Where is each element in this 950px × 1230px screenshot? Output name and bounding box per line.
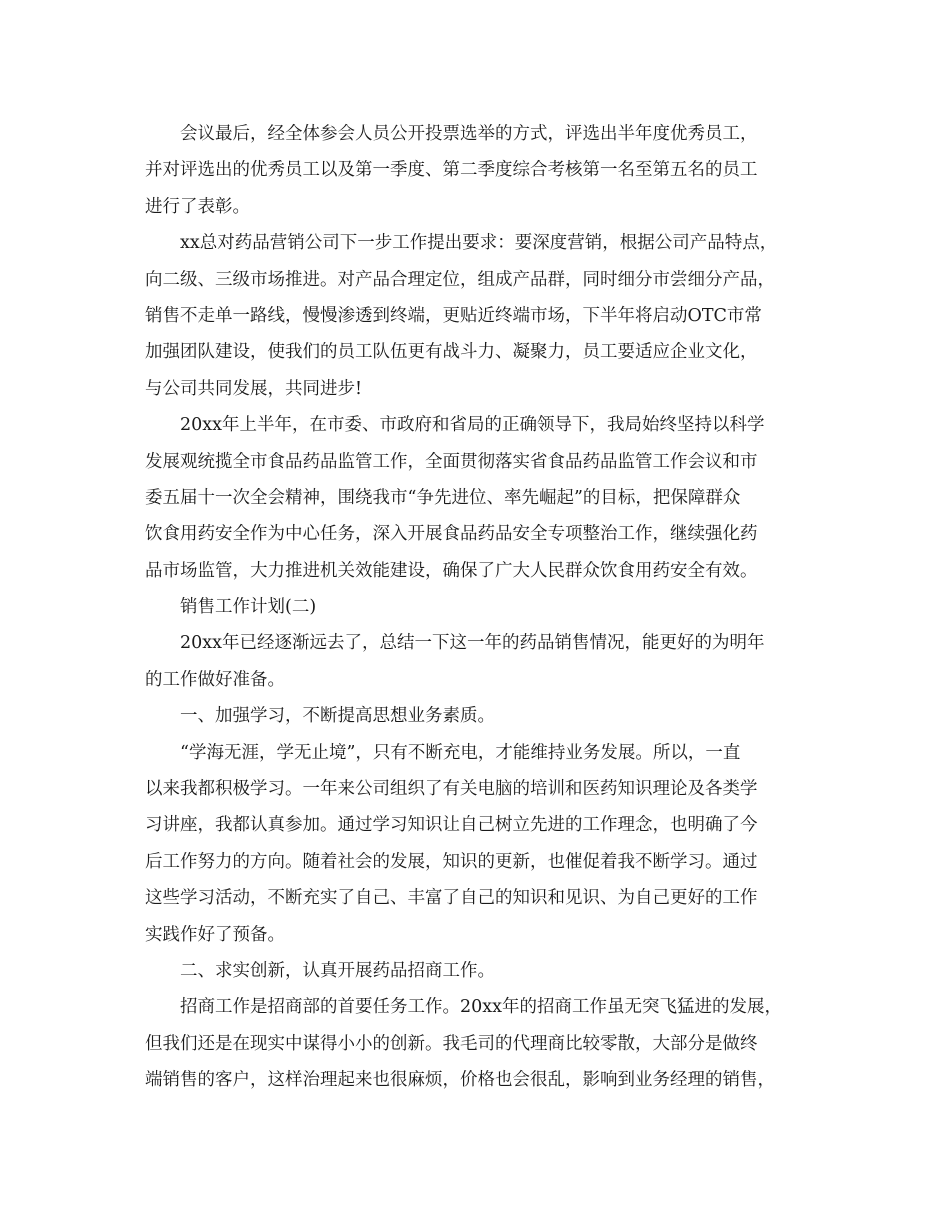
section-heading: 一、加强学习，不断提高思想业务素质。 — [180, 706, 495, 727]
paragraph-line: 进行了表彰。 — [145, 196, 250, 217]
paragraph-line: 向二级、三级市场推进。对产品合理定位，组成产品群，同时细分市尝细分产品， — [145, 269, 775, 290]
paragraph-line: 实践作好了预备。 — [145, 924, 285, 945]
paragraph-line: 端销售的客户，这样治理起来也很麻烦，价格也会很乱，影响到业务经理的销售， — [145, 1070, 775, 1091]
paragraph-line: 20xx年上半年，在市委、市政府和省局的正确领导下，我局始终坚持以科学 — [180, 415, 765, 436]
paragraph-line: 招商工作是招商部的首要任务工作。20xx年的招商工作虽无突飞猛进的发展， — [180, 997, 783, 1018]
paragraph-line: 销售不走单一路线，慢慢渗透到终端，更贴近终端市场，下半年将启动OTC市常 — [145, 305, 762, 326]
paragraph-line: 会议最后，经全体参会人员公开投票选举的方式，评选出半年度优秀员工， — [180, 124, 758, 144]
paragraph-line: 品市场监管，大力推进机关效能建设，确保了广大人民群众饮食用药安全有效。 — [145, 560, 758, 581]
paragraph-line: 加强团队建设，使我们的员工队伍更有战斗力、凝聚力，员工要适应企业文化， — [145, 342, 758, 363]
paragraph-line: 的工作做好准备。 — [145, 669, 285, 690]
paragraph-line: 这些学习活动，不断充实了自己、丰富了自己的知识和见识、为自己更好的工作 — [145, 888, 758, 909]
document-body — [145, 116, 815, 1099]
paragraph-line: 委五届十一次全会精神，围绕我市“争先进位、率先崛起”的目标，把保障群众 — [145, 487, 741, 508]
paragraph-line: 与公司共同发展，共同进步! — [145, 378, 363, 399]
paragraph-line: 并对评选出的优秀员工以及第一季度、第二季度综合考核第一名至第五名的员工 — [145, 160, 758, 181]
paragraph-line: 习讲座，我都认真参加。通过学习知识让自己树立先进的工作理念，也明确了今 — [145, 815, 758, 836]
section-heading: 销售工作计划(二) — [180, 597, 317, 618]
paragraph-line: 饮食用药安全作为中心任务，深入开展食品药品安全专项整治工作，继续强化药 — [145, 524, 758, 545]
paragraph-line: 但我们还是在现实中谋得小小的创新。我毛司的代理商比较零散，大部分是做终 — [145, 1033, 758, 1054]
section-heading: 二、求实创新，认真开展药品招商工作。 — [180, 960, 495, 981]
paragraph-line: xx总对药品营销公司下一步工作提出要求：要深度营销，根据公司产品特点， — [180, 233, 778, 254]
paragraph-line: 发展观统揽全市食品药品监管工作，全面贯彻落实省食品药品监管工作会议和市 — [145, 451, 758, 472]
paragraph-line: 以来我都积极学习。一年来公司组织了有关电脑的培训和医药知识理论及各类学 — [145, 779, 758, 800]
paragraph-line: 20xx年已经逐渐远去了，总结一下这一年的药品销售情况，能更好的为明年 — [180, 633, 765, 654]
paragraph-line: 后工作努力的方向。随着社会的发展，知识的更新，也催促着我不断学习。通过 — [145, 851, 758, 872]
paragraph-line: “学海无涯，学无止境”，只有不断充电，才能维持业务发展。所以，一直 — [180, 742, 741, 763]
